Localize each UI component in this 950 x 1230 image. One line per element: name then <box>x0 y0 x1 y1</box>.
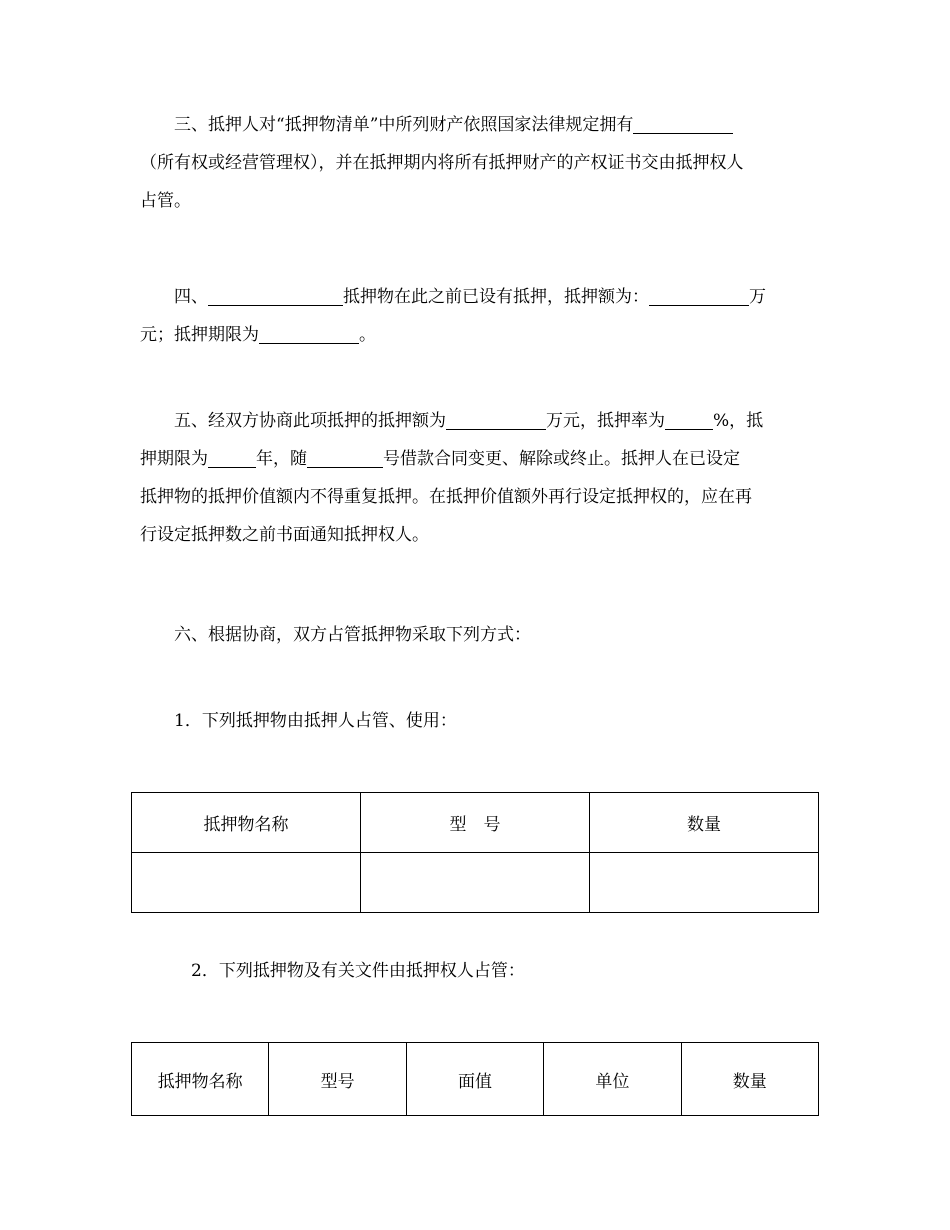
header-collateral-name: 抵押物名称 <box>132 793 361 853</box>
cell-collateral-name[interactable] <box>132 853 361 913</box>
clause-4-text: 抵押物在此之前已设有抵押，抵押额为： <box>343 287 649 307</box>
clause-4-unit: 万 <box>749 287 766 307</box>
clause-5-text-c: %，抵 <box>713 411 764 431</box>
clause-4-line-2 <box>140 316 820 354</box>
header-unit: 单位 <box>544 1043 681 1116</box>
table-lender-held-collateral <box>131 1042 819 1116</box>
header-collateral-name: 抵押物名称 <box>132 1043 269 1116</box>
blank-prior-amount[interactable] <box>649 287 749 306</box>
table-header-row <box>132 793 819 853</box>
clause-3-line-2: （所有权或经营管理权），并在抵押期内将所有抵押财产的产权证书交由抵押权人 <box>140 153 744 173</box>
clause-6-item-1-text: 1．下列抵押物由抵押人占管、使用： <box>174 711 457 731</box>
header-model: 型 号 <box>361 793 590 853</box>
clause-4 <box>140 278 820 354</box>
clause-5-text-a: 五、经双方协商此项抵押的抵押额为 <box>174 411 446 431</box>
blank-term-years[interactable] <box>208 449 256 468</box>
cell-model[interactable] <box>361 853 590 913</box>
clause-5 <box>140 402 820 554</box>
clause-6-item-1 <box>140 702 820 740</box>
clause-6-intro-line <box>140 616 820 654</box>
blank-mortgage-rate[interactable] <box>665 411 713 430</box>
header-face-value: 面值 <box>406 1043 543 1116</box>
clause-6-item-2 <box>140 952 820 990</box>
clause-3-line-3: 占管。 <box>140 191 191 211</box>
clause-6-item-1-line <box>140 702 820 740</box>
header-quantity: 数量 <box>681 1043 818 1116</box>
clause-5-text-f: 号借款合同变更、解除或终止。抵押人在已设定 <box>383 449 740 469</box>
clause-4-line-1 <box>140 278 820 316</box>
clause-5-line-3: 抵押物的抵押价值额内不得重复抵押。在抵押价值额外再行设定抵押权的，应在再 <box>140 487 752 507</box>
blank-ownership-type[interactable] <box>633 115 733 134</box>
clause-5-line-2 <box>140 440 820 478</box>
clause-5-text-d: 押期限为 <box>140 449 208 469</box>
blank-collateral-name[interactable] <box>208 287 343 306</box>
clause-3 <box>140 106 820 220</box>
table-borrower-held-collateral <box>131 792 819 913</box>
clause-3-text: 三、抵押人对“抵押物清单”中所列财产依照国家法律规定拥有 <box>174 115 634 135</box>
clause-4-end: 。 <box>359 325 376 345</box>
clause-3-line-1 <box>140 106 820 144</box>
clause-5-text-b: 万元，抵押率为 <box>546 411 665 431</box>
blank-mortgage-amount[interactable] <box>446 411 546 430</box>
clause-5-line-4: 行设定抵押数之前书面通知抵押权人。 <box>140 525 429 545</box>
cell-quantity[interactable] <box>590 853 819 913</box>
blank-prior-term[interactable] <box>259 325 359 344</box>
clause-6-intro <box>140 616 820 654</box>
header-quantity: 数量 <box>590 793 819 853</box>
clause-4-prefix: 四、 <box>174 287 208 307</box>
clause-5-line-1 <box>140 402 820 440</box>
clause-4-term-label: 元；抵押期限为 <box>140 325 259 345</box>
clause-5-text-e: 年，随 <box>256 449 307 469</box>
blank-loan-contract-no[interactable] <box>307 449 383 468</box>
clause-6-item-2-line <box>140 952 820 990</box>
clause-6-intro-text: 六、根据协商，双方占管抵押物采取下列方式： <box>174 625 531 645</box>
clause-6-item-2-text: 2．下列抵押物及有关文件由抵押权人占管： <box>191 961 525 981</box>
header-model: 型号 <box>269 1043 406 1116</box>
table-row <box>132 853 819 913</box>
table-header-row <box>132 1043 819 1116</box>
